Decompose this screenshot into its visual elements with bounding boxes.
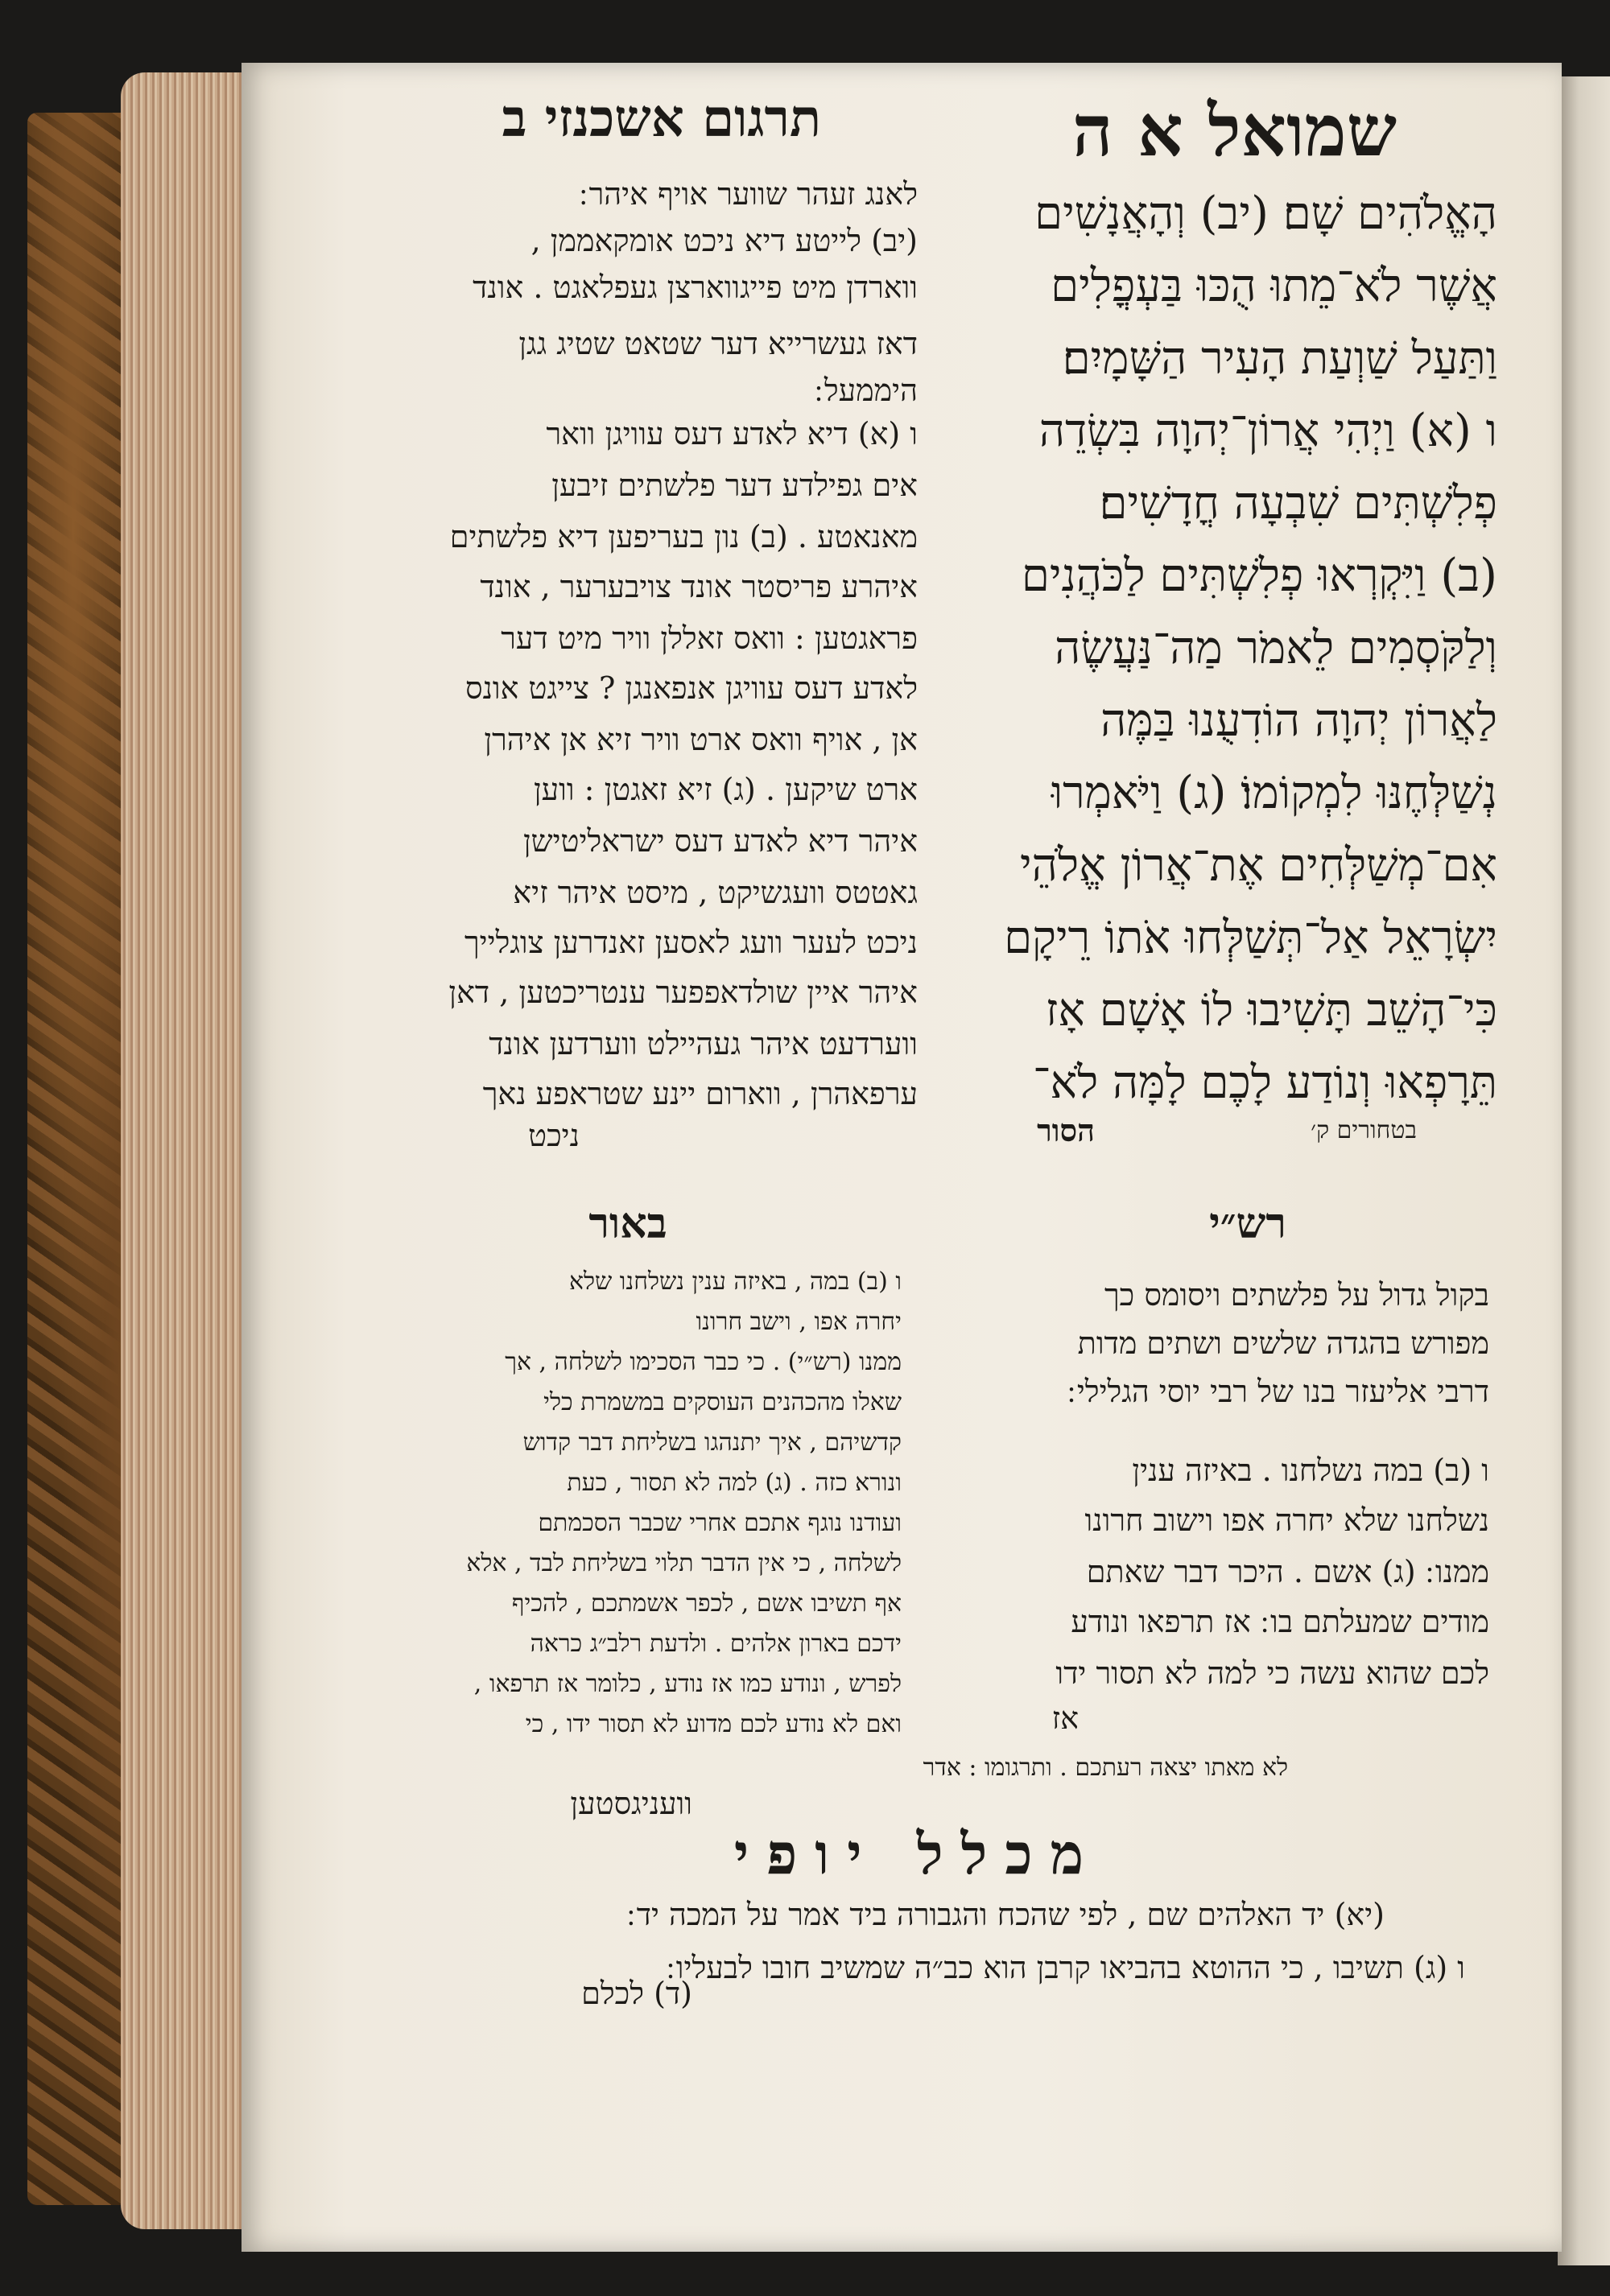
rashi-line: מפורש בהגדה שלשים ושתים מדות: [1077, 1325, 1489, 1361]
translation-line: אים גפילדע דער פלשתים זיבען: [551, 468, 918, 503]
michlol-line: ו (ג) תשיבו , כי ההוטא בהביאו קרבן הוא כב״ה שמשיב חובו לבעליו ׃: [666, 1950, 1465, 1985]
translation-line: איהר דיא לאדע דעס ישראליטישן: [523, 823, 918, 859]
running-header-book: שמואל א ה: [1071, 89, 1397, 172]
main-text-line: הָאֱלֹהִים שָׁם׃ (יב) וְהָאֲנָשִׁים: [1034, 188, 1497, 240]
running-header-translation: תרגום אשכנזי ב: [502, 89, 821, 149]
beur-line: ונורא כזה . (ג) למה לא תסור , כעת: [567, 1469, 902, 1497]
translation-line: ארט שיקען . (ג) זיא זאגטן : ווען: [533, 772, 918, 807]
beur-line: ידכם בארון אלהים . ולדעת רלב״ג כראה: [530, 1630, 902, 1658]
beur-line: אף תשיבו אשם , לכפר אשמתכם , להכיף: [511, 1589, 902, 1618]
main-text-line: ו (א) וַיְהִי אֲרוֹן־יְהוָה בִּשְׂדֵה: [1038, 405, 1497, 457]
beur-title: באור: [588, 1199, 667, 1248]
translation-line: דאז געשרייא דער שטאט שטיג גגן: [518, 326, 918, 361]
beur-line: שאלו מהכהנים העוסקים במשמרת כלי: [543, 1388, 902, 1416]
main-text-line: לַאֲרוֹן יְהוָה הוֹדִעֻנוּ בַּמֶּה: [1100, 695, 1497, 747]
translation-catchword: ניכט: [528, 1118, 580, 1153]
translation-line: איהר איין שולדאפפער ענטריכטען , דאן: [448, 975, 918, 1010]
beur-line: קדשיהם , איך יתנהגו בשליחת דבר קדוש: [522, 1428, 902, 1457]
translation-line: ו (א) דיא לאדע דעס עוויגן וואר: [546, 416, 918, 451]
translation-line: היממעל ׃: [814, 373, 918, 408]
main-text-line: נְשַׁלְּחֶנּוּ לִמְקוֹמוֹ׃ (ג) וַיֹּאמְרוּ: [1051, 767, 1497, 819]
main-text-line: וְלַקֹּסְמִים לֵאמֹר מַה־נַּעֲשֶׂה: [1055, 622, 1497, 674]
michlol-line: (יא) יד האלהים שם , לפי שהכח והגבורה ביד אמר על המכה יד ׃: [626, 1897, 1385, 1932]
beur-line: לשלחה , כי אין הדבר תלוי בשליחת לבד , אלא: [466, 1549, 902, 1577]
michlol-line: (ד) לכלם: [581, 1976, 692, 2011]
beur-line: ממנו (רש״י) . כי כבר הסכימו לשלחה , אך: [505, 1348, 902, 1376]
beur-catchword: לא מאתו יצאה רעתכם . ותרגומו : אדר: [923, 1754, 1288, 1782]
translation-line: לאנג זעהר שווער אויף איהר ׃: [579, 176, 918, 212]
translation-line: איהרע פריסטר אונד צויבערער , אונד: [480, 569, 918, 604]
catchword: הסור: [1037, 1112, 1095, 1148]
main-text-line: תֵּרָפְאוּ וְנוֹדַע לָכֶם לָמָּה לֹא־: [1033, 1057, 1497, 1109]
translation-line: גאטטס וועגשיקט , מיסט איהר זיא: [513, 875, 918, 910]
rashi-title: רש״י: [1209, 1199, 1286, 1248]
rashi-line: מודים שמעלתם בו ׃ אז תרפאו ונודע: [1071, 1604, 1489, 1639]
translation-line: (יב) לייטע דיא ניכט אומקאממן ,: [530, 223, 918, 258]
main-text-line: וַתַּעַל שַׁוְעַת הָעִיר הַשָּׁמָיִם׃: [1062, 332, 1497, 385]
rashi-catchword: אז: [1051, 1700, 1079, 1736]
translation-line: ערפאהרן , ווארום יינע שטראפע נאך: [482, 1076, 918, 1111]
translation-line: מאנאטע . (ב) נון בעריפען דיא פלשתים: [449, 519, 918, 554]
rashi-line: נשלחנו שלא יחרה אפו וישוב חרונו: [1084, 1502, 1489, 1538]
translation-line: אן , אויף וואס ארט וויר זיא אן איהרן: [484, 722, 918, 757]
main-text-line: כִּי־הָשֵׁב תָּשִׁיבוּ לוֹ אָשָׁם אָז: [1045, 984, 1497, 1037]
beur-line: ו (ב) במה , באיזה ענין נשלחנו שלא: [568, 1268, 902, 1296]
rashi-line: בקול גדול על פלשתים ויסומס כך: [1104, 1277, 1489, 1313]
translation-line: לאדע דעס עוויגן אנפאנגן ? צייגט אונס: [464, 670, 918, 706]
translation-line: ניכט לעער וועג לאסען זאנדרען צוגלייך: [464, 925, 918, 960]
beur-line: יחרה אפו , וישב חרונו: [696, 1308, 902, 1336]
translation-line: פראגטען : וואס זאללן וויר מיט דער: [501, 620, 918, 656]
beur-line: ואם לא נודע לכם מדוע לא תסור ידו , כי: [525, 1710, 902, 1738]
translation-line: ווארדן מיט פייגווארצן געפלאגט . אונד: [473, 270, 918, 305]
main-text-line: (ב) וַיִּקְרְאוּ פְלִשְׁתִּים לַכֹּהֲנִים: [1021, 550, 1497, 602]
michlol-title: מכלל יופי: [733, 1820, 1102, 1887]
beur-line: ועודנו נוגף אתכם אחרי שכבר הסכמתם: [538, 1509, 902, 1537]
bottom-name: וועניגסטען: [570, 1786, 692, 1821]
kri-note: בטחורים ק׳: [1311, 1116, 1417, 1144]
beur-line: לפרש , ונודע כמו אז נודע , כלומר אז תרפאו ,: [473, 1670, 902, 1698]
main-text-line: פְלִשְׁתִּים שִׁבְעָה חֳדָשִׁים׃: [1099, 477, 1497, 530]
translation-line: ווערדעט איהר געהיילט ווערדען אונד: [489, 1026, 918, 1061]
facing-page-edge: [1558, 76, 1610, 2265]
main-text-line: אִם־מְשַׁלְּחִים אֶת־אֲרוֹן אֱלֹהֵי: [1019, 839, 1497, 892]
main-text-line: אֲשֶׁר לֹא־מֵתוּ הֻכּוּ בַּעְפֳלִים: [1051, 260, 1497, 312]
rashi-line: ממנו ׃ (ג) אשם . היכר דבר שאתם: [1086, 1554, 1489, 1589]
rashi-line: דרבי אליעזר בנו של רבי יוסי הגלילי ׃: [1067, 1374, 1489, 1409]
rashi-line: לכם שהוא עשה כי למה לא תסור ידו: [1055, 1655, 1489, 1691]
rashi-line: ו (ב) במה נשלחנו . באיזה ענין: [1132, 1453, 1489, 1488]
main-text-line: יִשְׂרָאֵל אַל־תְּשַׁלְּחוּ אֹתוֹ רֵיקָם: [1004, 912, 1497, 964]
